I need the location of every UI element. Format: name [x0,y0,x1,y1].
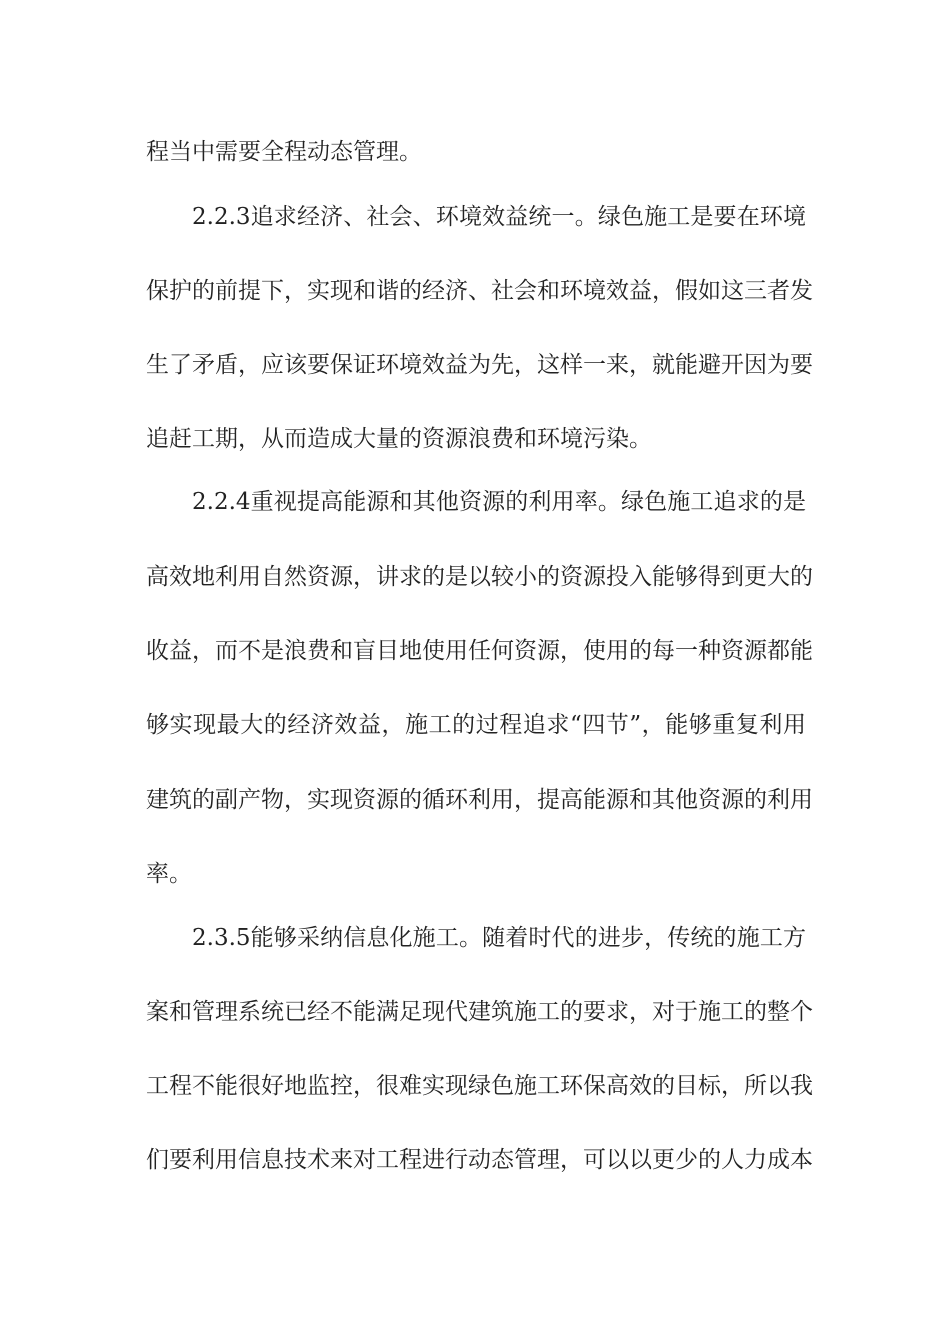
text-line: 收益，而不是浪费和盲目地使用任何资源，使用的每一种资源都能 [146,638,813,664]
section-heading-line: 2.2.3追求经济、社会、环境效益统一。绿色施工是要在环境 [192,204,806,230]
text-line: 追赶工期，从而造成大量的资源浪费和环境污染。 [146,426,652,452]
text-line: 程当中需要全程动态管理。 [146,139,422,165]
section-heading-line: 2.2.4重视提高能源和其他资源的利用率。绿色施工追求的是 [192,489,806,515]
text-line: 率。 [146,861,192,887]
text-line: 工程不能很好地监控，很难实现绿色施工环保高效的目标，所以我 [146,1073,813,1099]
text-line: 建筑的副产物，实现资源的循环利用，提高能源和其他资源的利用 [146,787,813,813]
text-line: 保护的前提下，实现和谐的经济、社会和环境效益，假如这三者发 [146,278,813,304]
section-heading-line: 2.3.5能够采纳信息化施工。随着时代的进步，传统的施工方 [192,925,806,951]
text-line: 够实现最大的经济效益，施工的过程追求“四节”，能够重复利用 [146,712,806,738]
text-line: 案和管理系统已经不能满足现代建筑施工的要求，对于施工的整个 [146,999,813,1025]
text-line: 高效地利用自然资源，讲求的是以较小的资源投入能够得到更大的 [146,564,813,590]
text-line: 们要利用信息技术来对工程进行动态管理，可以以更少的人力成本 [146,1147,813,1173]
text-line: 生了矛盾，应该要保证环境效益为先，这样一来，就能避开因为要 [146,352,813,378]
